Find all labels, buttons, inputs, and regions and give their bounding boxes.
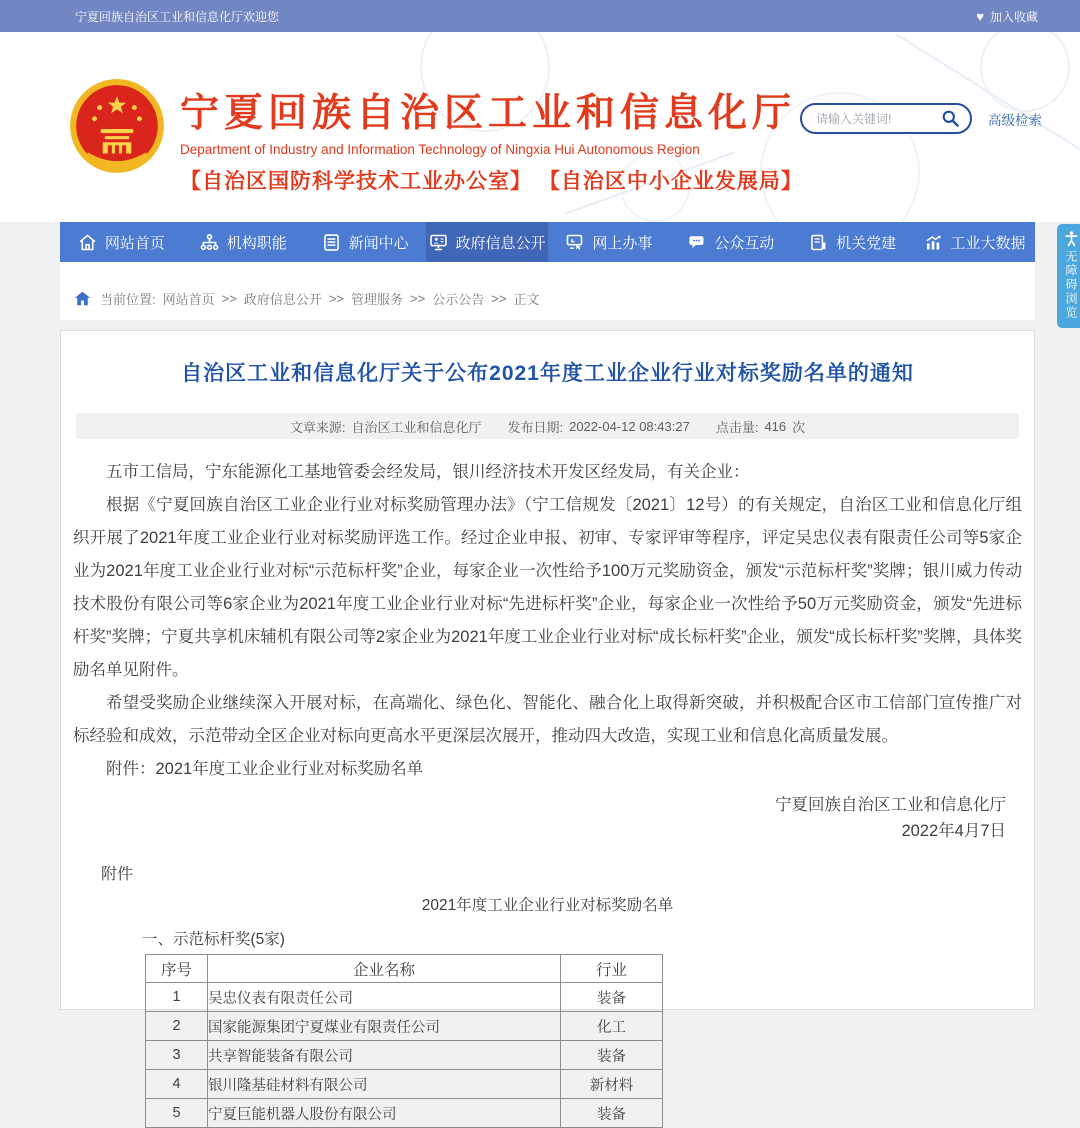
site-title-english: Department of Industry and Information Technology of Ningxia Hui Autonomous Region: [180, 142, 700, 157]
add-favorite-button[interactable]: [976, 8, 1038, 25]
cell-industry: 化工: [561, 1012, 663, 1041]
cell-industry: 装备: [561, 1099, 663, 1128]
big-data-icon: [923, 232, 944, 253]
nav-label: 网站首页: [104, 234, 165, 252]
cell-index: 3: [146, 1041, 208, 1070]
table-row: [146, 1041, 663, 1070]
article-meta-bar: [76, 413, 1019, 439]
breadcrumb-separator: >>: [491, 290, 507, 306]
meta-views-value: 416: [764, 418, 787, 434]
brand-block: [180, 82, 803, 195]
table-row: [146, 983, 663, 1012]
signature-date: 2022年4月7日: [901, 822, 1006, 840]
table-row: [146, 1012, 663, 1041]
col-header-index: 序号: [146, 955, 208, 983]
col-header-company: 企业名称: [208, 955, 561, 983]
breadcrumb-link-announcements[interactable]: 公示公告: [432, 291, 485, 307]
signature-block: [61, 792, 1034, 844]
paragraph: 附件：2021年度工业企业行业对标奖励名单: [106, 760, 424, 778]
meta-source-label: 文章来源:: [289, 419, 346, 435]
search-box[interactable]: [800, 103, 972, 134]
meta-date-label: 发布日期:: [507, 419, 564, 435]
article-body: [73, 456, 1022, 786]
add-favorite-label: 加入收藏: [989, 9, 1038, 24]
org-icon: [199, 232, 220, 253]
cell-index: 4: [146, 1070, 208, 1099]
nav-item-party-building[interactable]: [791, 222, 913, 262]
home-breadcrumb-icon[interactable]: [74, 290, 91, 307]
cell-industry: 新材料: [561, 1070, 663, 1099]
site-header: [0, 32, 1080, 222]
search-area: [800, 103, 1042, 134]
nav-item-home[interactable]: [60, 222, 182, 262]
party-building-icon: [808, 232, 829, 253]
breadcrumb-separator: >>: [410, 290, 426, 306]
nav-item-online-service[interactable]: [548, 222, 670, 262]
heart-icon: ♥: [976, 8, 984, 24]
paragraph: 五市工信局，宁东能源化工基地管委会经发局，银川经济技术开发区经发局，有关企业：: [106, 463, 750, 481]
nav-label: 工业大数据: [950, 234, 1026, 252]
paragraph: 希望受奖励企业继续深入开展对标，在高端化、绿色化、智能化、融合化上取得新突破，并积极配合区市工信部门宣传推广对标经验和成效，示范带动全区企业对标向更高水平更深层次展开，推动四大改造，实现工业和信息化高质量发展。: [73, 694, 1022, 745]
breadcrumb-current: 正文: [513, 291, 540, 307]
accessibility-label: 无障碍浏览: [1064, 250, 1078, 320]
cell-industry: 装备: [561, 1041, 663, 1070]
breadcrumb-link-home[interactable]: 网站首页: [162, 291, 215, 307]
breadcrumb-link-gov-info[interactable]: 政府信息公开: [243, 291, 322, 307]
breadcrumb-prefix: 当前位置:: [100, 291, 156, 307]
site-title: 宁夏回族自治区工业和信息化厅: [180, 92, 797, 135]
national-emblem-logo: [68, 78, 166, 180]
breadcrumb-link-management[interactable]: 管理服务: [351, 291, 404, 307]
article-container: [60, 330, 1035, 1123]
award-table: [145, 954, 663, 1128]
breadcrumb-separator: >>: [328, 290, 345, 306]
top-bar: [0, 0, 1080, 32]
interaction-icon: [686, 232, 707, 253]
signature-org: 宁夏回族自治区工业和信息化厅: [775, 796, 1006, 814]
attachment-label: 附件: [101, 866, 134, 883]
nav-item-gov-info[interactable]: [426, 222, 548, 262]
cell-industry: 装备: [561, 983, 663, 1012]
nav-label: 机关党建: [836, 234, 897, 252]
accessibility-icon: [1063, 230, 1080, 247]
nav-label: 网上办事: [592, 234, 653, 252]
article-title: 自治区工业和信息化厅关于公布2021年度工业企业行业对标奖励名单的通知: [181, 362, 914, 385]
cell-company: 宁夏巨能机器人股份有限公司: [208, 1099, 561, 1128]
accessibility-widget[interactable]: [1057, 224, 1080, 328]
meta-views-unit: 次: [792, 419, 806, 435]
home-icon: [77, 232, 98, 253]
meta-source-value: 自治区工业和信息化厅: [351, 419, 482, 435]
cell-company: 银川隆基硅材料有限公司: [208, 1070, 561, 1099]
breadcrumb-separator: >>: [221, 290, 237, 306]
nav-label: 机构职能: [226, 234, 287, 252]
nav-label: 新闻中心: [348, 234, 409, 252]
cell-company: 共享智能装备有限公司: [208, 1041, 561, 1070]
nav-label: 政府信息公开: [455, 234, 546, 252]
nav-item-interaction[interactable]: [669, 222, 791, 262]
meta-views-label: 点击量:: [715, 419, 759, 435]
news-icon: [321, 232, 342, 253]
nav-item-org[interactable]: [182, 222, 304, 262]
meta-date-value: 2022-04-12 08:43:27: [569, 418, 690, 434]
online-service-icon: [564, 232, 585, 253]
col-header-industry: 行业: [561, 955, 663, 983]
search-icon[interactable]: [941, 109, 960, 128]
sub-offices: 【自治区国防科学技术工业办公室】 【自治区中小企业发展局】: [180, 170, 803, 193]
cell-company: 国家能源集团宁夏煤业有限责任公司: [208, 1012, 561, 1041]
search-input[interactable]: [816, 112, 941, 126]
main-nav: [60, 222, 1035, 262]
cell-index: 1: [146, 983, 208, 1012]
nav-item-news[interactable]: [304, 222, 426, 262]
table-row: [146, 1070, 663, 1099]
nav-label: 公众互动: [714, 234, 775, 252]
cell-company: 吴忠仪表有限责任公司: [208, 983, 561, 1012]
attachment-doc-title: 2021年度工业企业行业对标奖励名单: [421, 897, 674, 914]
table-row: [146, 1099, 663, 1128]
breadcrumb-strip: [60, 262, 1035, 320]
cell-index: 2: [146, 1012, 208, 1041]
cell-index: 5: [146, 1099, 208, 1128]
gov-info-icon: [428, 232, 449, 253]
welcome-text: 宁夏回族自治区工业和信息化厅欢迎您: [75, 9, 280, 24]
decor-circle: [980, 32, 1070, 112]
advanced-search-link[interactable]: 高级检索: [988, 112, 1042, 128]
paragraph: 根据《宁夏回族自治区工业企业行业对标奖励管理办法》（宁工信规发〔2021〕12号）的有关规定，自治区工业和信息化厅组织开展了2021年度工业企业行业对标奖励评选工作。经过企业申报、初审、专家评审等程序，评定吴忠仪表有限责任公司等5家企业为2021年度工业企业行业对标“示范标杆奖”企业，每家企业一次性给予100万元奖励资金，颁发“示范标杆奖”奖牌；银川威力传动技术股份有限公司等6家企业为2021年度工业企业行业对标“先进标杆奖”企业，每家企业一次性给予50万元奖励资金，颁发“先进标杆奖”奖牌；宁夏共享机床辅机有限公司等2家企业为2021年度工业企业行业对标“成长标杆奖”企业，颁发“成长标杆奖”奖牌，具体奖励名单见附件。: [73, 496, 1022, 679]
nav-item-big-data[interactable]: [913, 222, 1035, 262]
breadcrumb: [100, 289, 539, 308]
attachment-section-heading: 一、示范标杆奖(5家): [142, 931, 285, 948]
